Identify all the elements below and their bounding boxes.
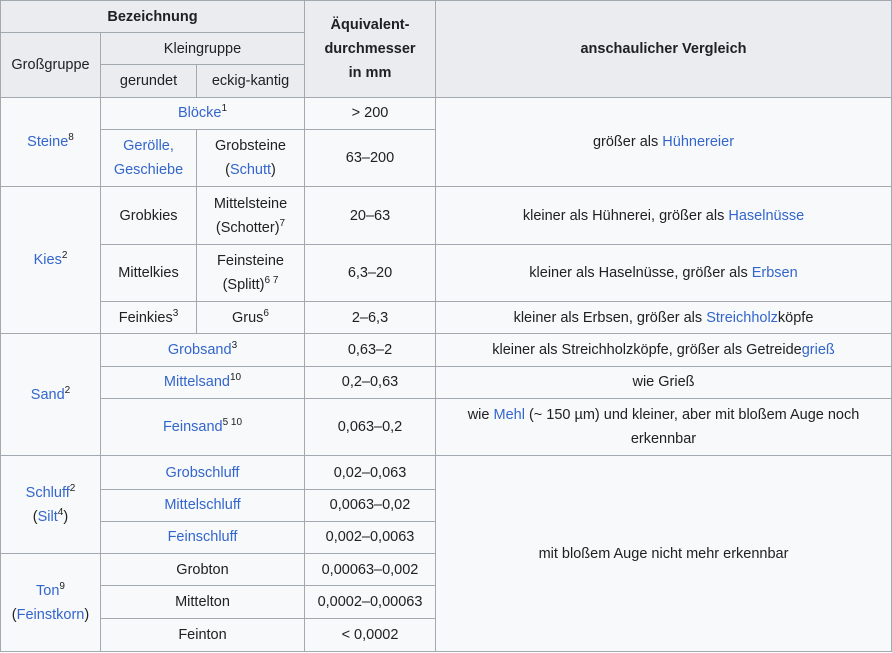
row-grobschluff-size: 0,02–0,063 xyxy=(305,456,436,489)
vergleich-steine xyxy=(436,97,892,187)
header-durchmesser-line1: Äquivalent- xyxy=(330,16,410,33)
table-row xyxy=(1,366,892,398)
vergleich-grobkies xyxy=(436,187,892,244)
table-row xyxy=(1,334,892,366)
row-mittelsand-size: 0,2–0,63 xyxy=(305,366,436,398)
row-mittelsand-name xyxy=(101,366,305,398)
vergleich-steine-text: größer als xyxy=(592,134,663,151)
silt-close: ) xyxy=(63,508,69,525)
vergleich-feinkies-text: kleiner als Erbsen, größer als xyxy=(513,309,707,326)
feinstkorn-link[interactable]: Feinstkorn xyxy=(16,606,85,623)
mittelsand-ref[interactable]: 10 xyxy=(229,372,242,384)
row-bloecke-size: > 200 xyxy=(305,97,436,129)
row-mittelschluff-size: 0,0063–0,02 xyxy=(305,489,436,521)
splitt-text: (Splitt) xyxy=(222,277,265,294)
group-kies xyxy=(1,187,101,334)
grus-ref[interactable]: 6 xyxy=(263,308,269,320)
schutt-open: ( xyxy=(225,162,230,179)
row-feinton-name: Feinton xyxy=(101,618,305,651)
header-durchmesser-line2: durchmesser xyxy=(324,40,416,57)
row-grobkies-eckig xyxy=(197,187,305,244)
geroelle-link[interactable]: Gerölle, xyxy=(123,138,174,155)
header-bezeichnung: Bezeichnung xyxy=(1,1,305,33)
feinkies-text: Feinkies xyxy=(118,309,173,326)
header-kleingruppe: Kleingruppe xyxy=(101,33,305,65)
group-ton xyxy=(1,554,101,652)
vergleich-feinsand xyxy=(436,398,892,455)
row-geroelle-size: 63–200 xyxy=(305,129,436,186)
feinsand-link[interactable]: Feinsand xyxy=(162,419,223,436)
mittelschluff-link[interactable]: Mittelschluff xyxy=(164,497,241,514)
group-schluff xyxy=(1,456,101,554)
schotter-ref[interactable]: 7 xyxy=(279,217,286,229)
row-mittelton-name: Mittelton xyxy=(101,586,305,618)
row-feinsand-name xyxy=(101,398,305,455)
row-bloecke-name xyxy=(101,97,305,129)
header-durchmesser-line3: in mm xyxy=(348,64,392,81)
grobsand-link[interactable]: Grobsand xyxy=(167,342,232,359)
steine-link[interactable]: Steine xyxy=(27,134,69,151)
silt-ref[interactable]: 4 xyxy=(57,506,64,518)
steine-ref[interactable]: 8 xyxy=(68,132,74,144)
table-row xyxy=(1,398,892,455)
grobsand-ref[interactable]: 3 xyxy=(231,340,238,352)
row-geroelle-eckig xyxy=(197,129,305,186)
vergleich-mittelkies xyxy=(436,244,892,301)
feinstkorn-close: ) xyxy=(84,606,90,623)
row-feinton-size: < 0,0002 xyxy=(305,618,436,651)
feinsand-ref[interactable]: 5 10 xyxy=(222,417,243,429)
grobsteine-text: Grobsteine xyxy=(215,138,286,155)
kies-link[interactable]: Kies xyxy=(33,252,62,269)
silt-link[interactable]: Silt xyxy=(37,508,58,525)
group-steine xyxy=(1,97,101,187)
row-mittelkies-eckig xyxy=(197,244,305,301)
row-grobsand-size: 0,63–2 xyxy=(305,334,436,366)
sand-ref[interactable]: 2 xyxy=(64,385,71,397)
row-feinschluff-size: 0,002–0,0063 xyxy=(305,521,436,553)
table-row xyxy=(1,302,892,334)
row-grobschluff-name xyxy=(101,456,305,489)
vergleich-feinsand-text: wie xyxy=(467,407,494,424)
griess-link[interactable]: grieß xyxy=(801,342,835,359)
row-feinsand-size: 0,063–0,2 xyxy=(305,398,436,455)
row-mittelschluff-name xyxy=(101,489,305,521)
schluff-ref[interactable]: 2 xyxy=(69,482,76,494)
row-feinkies-eckig xyxy=(197,302,305,334)
bloecke-ref[interactable]: 1 xyxy=(221,103,228,115)
header-gerundet: gerundet xyxy=(101,65,197,97)
header-durchmesser xyxy=(305,1,436,98)
row-feinkies-rund xyxy=(101,302,197,334)
ton-link[interactable]: Ton xyxy=(36,582,60,599)
vergleich-grobsand xyxy=(436,334,892,366)
vergleich-grobsand-text: kleiner als Streichholzköpfe, größer als Getreide xyxy=(492,342,802,359)
schutt-link[interactable]: Schutt xyxy=(229,162,272,179)
vergleich-mittelsand: wie Grieß xyxy=(436,366,892,398)
huehnereier-link[interactable]: Hühnereier xyxy=(662,134,735,151)
haselnuesse-link[interactable]: Haselnüsse xyxy=(728,207,805,224)
grus-text: Grus xyxy=(232,309,264,326)
feinsteine-text: Feinsteine xyxy=(217,253,284,270)
erbsen-link[interactable]: Erbsen xyxy=(751,265,798,282)
grobschluff-link[interactable]: Grobschluff xyxy=(165,464,240,481)
table-row xyxy=(1,244,892,301)
sand-link[interactable]: Sand xyxy=(30,386,65,403)
geschiebe-link[interactable]: Geschiebe xyxy=(113,162,184,179)
schluff-link[interactable]: Schluff xyxy=(25,484,70,501)
row-mittelkies-rund: Mittelkies xyxy=(101,244,197,301)
row-mittelton-size: 0,0002–0,00063 xyxy=(305,586,436,618)
row-grobkies-size: 20–63 xyxy=(305,187,436,244)
silt-open: ( xyxy=(32,508,38,525)
row-grobsand-name xyxy=(101,334,305,366)
schutt-close: ) xyxy=(271,162,276,179)
group-sand xyxy=(1,334,101,456)
streichholz-link[interactable]: Streichholz xyxy=(706,309,778,326)
row-feinschluff-name xyxy=(101,521,305,553)
feinkies-ref[interactable]: 3 xyxy=(172,308,179,320)
row-feinkies-size: 2–6,3 xyxy=(305,302,436,334)
table-row xyxy=(1,187,892,244)
mittelsand-link[interactable]: Mittelsand xyxy=(163,374,230,391)
vergleich-mittelkies-text: kleiner als Haselnüsse, größer als xyxy=(529,265,752,282)
row-geroelle-rund xyxy=(101,129,197,186)
row-mittelkies-size: 6,3–20 xyxy=(305,244,436,301)
row-grobton-name: Grobton xyxy=(101,554,305,586)
header-vergleich: anschaulicher Vergleich xyxy=(436,1,892,98)
feinstkorn-open: ( xyxy=(11,606,17,623)
table-row xyxy=(1,97,892,129)
feinschluff-link[interactable]: Feinschluff xyxy=(167,529,238,546)
splitt-ref[interactable]: 6 7 xyxy=(264,275,279,287)
row-grobkies-rund: Grobkies xyxy=(101,187,197,244)
vergleich-fein: mit bloßem Auge nicht mehr erkennbar xyxy=(436,456,892,652)
mittelsteine-text: Mittelsteine xyxy=(213,195,288,212)
vergleich-feinkies xyxy=(436,302,892,334)
header-eckig-kantig: eckig-kantig xyxy=(197,65,305,97)
vergleich-feinkies-suffix: köpfe xyxy=(777,309,814,326)
kies-ref[interactable]: 2 xyxy=(61,250,68,262)
header-grossgruppe: Großgruppe xyxy=(1,33,101,97)
ton-ref[interactable]: 9 xyxy=(59,580,65,592)
row-grobton-size: 0,00063–0,002 xyxy=(305,554,436,586)
mehl-link[interactable]: Mehl xyxy=(493,407,525,424)
vergleich-grobkies-text: kleiner als Hühnerei, größer als xyxy=(522,207,729,224)
table-row xyxy=(1,456,892,489)
schotter-text: (Schotter) xyxy=(215,219,280,236)
vergleich-feinsand-suffix: (~ 150 µm) und kleiner, aber mit bloßem Auge noch erkennbar xyxy=(524,407,860,448)
bloecke-link[interactable]: Blöcke xyxy=(177,105,222,122)
